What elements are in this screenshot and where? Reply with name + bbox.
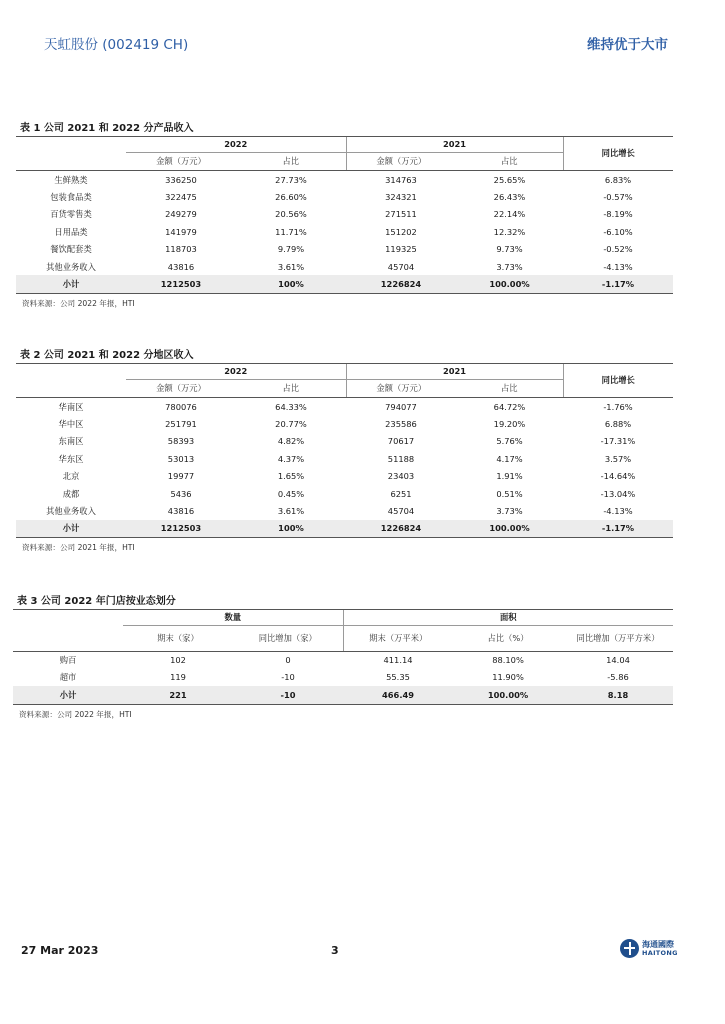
- row-label: 购百: [59, 655, 77, 666]
- table1-year-2021: 2021: [346, 137, 563, 153]
- table-cell: 1.65%: [277, 471, 305, 482]
- total-cell: 221: [123, 686, 233, 704]
- table-row: [16, 433, 673, 450]
- row-label: 华南区: [58, 401, 84, 412]
- row-label: 华东区: [58, 453, 84, 464]
- table-cell: 794077: [385, 401, 417, 412]
- row-label: 成都: [62, 488, 80, 499]
- table-cell: 11.90%: [492, 672, 524, 683]
- total-cell: 100.00%: [456, 520, 563, 538]
- table-cell: 64.72%: [493, 401, 526, 412]
- table-cell: 324321: [385, 191, 417, 202]
- table-cell: 43816: [167, 505, 195, 516]
- table-row: [16, 171, 673, 189]
- table-cell: 271511: [385, 209, 417, 220]
- table-cell: -4.13%: [603, 505, 633, 516]
- table-cell: 6.83%: [604, 174, 632, 185]
- table-cell: 25.65%: [493, 174, 526, 185]
- table-cell: 235586: [385, 418, 417, 429]
- row-label: 其他业务收入: [46, 505, 96, 516]
- table3-source: 资料来源：公司 2022 年报，HTI: [19, 709, 132, 719]
- table-cell: 70617: [387, 436, 415, 447]
- table-cell: -0.57%: [603, 191, 633, 202]
- table-row: [13, 651, 673, 669]
- table1-yoy-header: 同比增长: [563, 137, 673, 171]
- table-cell: -5.86: [607, 672, 629, 683]
- row-label: 生鲜熟类: [54, 174, 88, 185]
- table3-sub-area-share: 占比（%）: [453, 626, 563, 652]
- table2-source: 资料来源：公司 2021 年报，HTI: [22, 543, 135, 553]
- total-cell: 100.00%: [456, 275, 563, 293]
- row-label: 百货零售类: [50, 209, 92, 220]
- table-cell: 102: [170, 655, 186, 666]
- table2-sub-share-2021: 占比: [456, 380, 563, 398]
- table-cell: 1.91%: [496, 471, 523, 482]
- table-cell: 26.60%: [275, 191, 307, 202]
- table1-sub-amount-2022: 金额（万元）: [126, 153, 236, 171]
- table2-sub-share-2022: 占比: [236, 380, 346, 398]
- table-row: [16, 206, 673, 223]
- table1: [16, 136, 673, 294]
- table3-title: 表 3 公司 2022 年门店按业态划分: [17, 596, 176, 607]
- table-row: [16, 241, 673, 258]
- table-cell: 119: [170, 672, 186, 683]
- row-label: 日用品类: [54, 226, 88, 237]
- table-total-row: [16, 275, 673, 293]
- total-cell: 100%: [236, 275, 346, 293]
- table-cell: 9.79%: [277, 244, 305, 255]
- table-cell: 26.43%: [493, 191, 526, 202]
- table-cell: -17.31%: [600, 436, 636, 447]
- table-cell: 141979: [165, 226, 197, 237]
- row-label: 餐饮配套类: [50, 244, 92, 255]
- table-cell: 3.73%: [496, 261, 523, 272]
- table3-group-area: 面积: [343, 610, 673, 626]
- table-cell: 4.37%: [277, 453, 305, 464]
- total-label: 小计: [13, 686, 123, 704]
- table3-sub-count-change: 同比增加（家）: [233, 626, 343, 652]
- table-cell: -14.64%: [600, 471, 636, 482]
- total-label: 小计: [16, 520, 126, 538]
- table-cell: 55.35: [386, 672, 410, 683]
- table-row: [16, 398, 673, 416]
- logo-text-en: HAITONG: [642, 949, 678, 957]
- table1-block: [16, 122, 673, 309]
- table-cell: -10: [281, 672, 295, 683]
- total-cell: 1212503: [126, 520, 236, 538]
- table-cell: 251791: [165, 418, 197, 429]
- table-cell: 19.20%: [493, 418, 526, 429]
- table-total-row: [13, 686, 673, 704]
- logo-text-cn: 海通國際: [642, 940, 674, 949]
- table-cell: 20.77%: [275, 418, 307, 429]
- page-number: 3: [331, 944, 339, 957]
- total-cell: -1.17%: [563, 520, 673, 538]
- table-cell: 20.56%: [275, 209, 307, 220]
- table3: [13, 609, 673, 705]
- haitong-logo-icon: [620, 939, 639, 958]
- table-cell: 249279: [165, 209, 197, 220]
- total-cell: -1.17%: [563, 275, 673, 293]
- table-cell: 0.45%: [277, 488, 305, 499]
- table-cell: 314763: [385, 174, 417, 185]
- table-row: [16, 223, 673, 240]
- table-cell: -13.04%: [600, 488, 636, 499]
- table-cell: 9.73%: [496, 244, 523, 255]
- table1-year-2022: 2022: [126, 137, 346, 153]
- table-cell: -1.76%: [603, 401, 633, 412]
- table2-sub-amount-2022: 金额（万元）: [126, 380, 236, 398]
- table-cell: 88.10%: [492, 655, 524, 666]
- table3-sub-count-end: 期末（家）: [123, 626, 233, 652]
- table-cell: 51188: [387, 453, 415, 464]
- table-row: [16, 450, 673, 467]
- table2-title: 表 2 公司 2021 和 2022 分地区收入: [20, 350, 194, 361]
- table-cell: 322475: [165, 191, 197, 202]
- table2-yoy-header: 同比增长: [563, 364, 673, 398]
- table-row: [16, 188, 673, 205]
- table-cell: 11.71%: [275, 226, 307, 237]
- table1-sub-amount-2021: 金额（万元）: [346, 153, 456, 171]
- table-cell: 151202: [385, 226, 417, 237]
- table3-sub-area-change: 同比增加（万平方米）: [563, 626, 673, 652]
- report-header-company: 天虹股份 (002419 CH): [44, 37, 189, 53]
- table-cell: 45704: [387, 261, 415, 272]
- total-label: 小计: [16, 275, 126, 293]
- table-cell: -4.13%: [603, 261, 633, 272]
- table-cell: 22.14%: [493, 209, 526, 220]
- table-cell: 43816: [167, 261, 195, 272]
- total-cell: -10: [233, 686, 343, 704]
- table2-year-2022: 2022: [126, 364, 346, 380]
- table-row: [16, 258, 673, 275]
- row-label: 其他业务收入: [46, 261, 96, 272]
- table-cell: 118703: [165, 244, 197, 255]
- table-cell: -0.52%: [603, 244, 633, 255]
- total-cell: 1226824: [346, 275, 456, 293]
- table-cell: 119325: [385, 244, 417, 255]
- table-cell: 5.76%: [496, 436, 523, 447]
- table-row: [13, 669, 673, 686]
- total-cell: 100.00%: [453, 686, 563, 704]
- table-cell: 53013: [167, 453, 195, 464]
- table-cell: 3.61%: [277, 261, 305, 272]
- total-cell: 1212503: [126, 275, 236, 293]
- footer-date: 27 Mar 2023: [21, 944, 99, 957]
- table-row: [16, 468, 673, 485]
- row-label: 包装食品类: [50, 191, 92, 202]
- table-cell: 12.32%: [493, 226, 526, 237]
- table1-sub-share-2021: 占比: [456, 153, 563, 171]
- table2: [16, 363, 673, 538]
- table-cell: 0: [285, 655, 291, 666]
- table-cell: 23403: [387, 471, 415, 482]
- table-cell: 6.88%: [604, 418, 632, 429]
- table-cell: 14.04: [606, 655, 630, 666]
- table-cell: 58393: [167, 436, 195, 447]
- table-cell: 19977: [167, 471, 195, 482]
- table-total-row: [16, 520, 673, 538]
- table-cell: 6251: [390, 488, 412, 499]
- table1-source: 资料来源：公司 2022 年报，HTI: [22, 298, 135, 308]
- table-cell: 27.73%: [275, 174, 307, 185]
- table-cell: -8.19%: [603, 209, 633, 220]
- table-cell: 64.33%: [275, 401, 307, 412]
- table2-sub-amount-2021: 金额（万元）: [346, 380, 456, 398]
- report-header-rating: 维持优于大市: [587, 37, 668, 53]
- table3-sub-area-end: 期末（万平米）: [343, 626, 453, 652]
- table-cell: 780076: [165, 401, 197, 412]
- table-cell: 4.82%: [277, 436, 305, 447]
- row-label: 东南区: [58, 436, 84, 447]
- table-cell: 5436: [170, 488, 192, 499]
- haitong-logo: [620, 938, 676, 962]
- table-cell: 411.14: [383, 655, 413, 666]
- table-cell: 3.73%: [496, 505, 523, 516]
- total-cell: 8.18: [563, 686, 673, 704]
- table-cell: 4.17%: [496, 453, 523, 464]
- table-cell: 3.61%: [277, 505, 305, 516]
- table-row: [16, 415, 673, 432]
- total-cell: 466.49: [343, 686, 453, 704]
- total-cell: 1226824: [346, 520, 456, 538]
- table-row: [16, 502, 673, 519]
- table1-sub-share-2022: 占比: [236, 153, 346, 171]
- table3-block: [13, 595, 673, 720]
- row-label: 华中区: [58, 418, 84, 429]
- table3-group-count: 数量: [123, 610, 343, 626]
- table2-block: [16, 349, 673, 553]
- table1-title: 表 1 公司 2021 和 2022 分产品收入: [20, 123, 194, 134]
- table-row: [16, 485, 673, 502]
- table-cell: 45704: [387, 505, 415, 516]
- table-cell: 3.57%: [604, 453, 632, 464]
- row-label: 北京: [62, 471, 80, 482]
- total-cell: 100%: [236, 520, 346, 538]
- row-label: 超市: [59, 672, 77, 683]
- table-cell: -6.10%: [603, 226, 633, 237]
- table-cell: 0.51%: [496, 488, 523, 499]
- table-cell: 336250: [165, 174, 197, 185]
- table2-year-2021: 2021: [346, 364, 563, 380]
